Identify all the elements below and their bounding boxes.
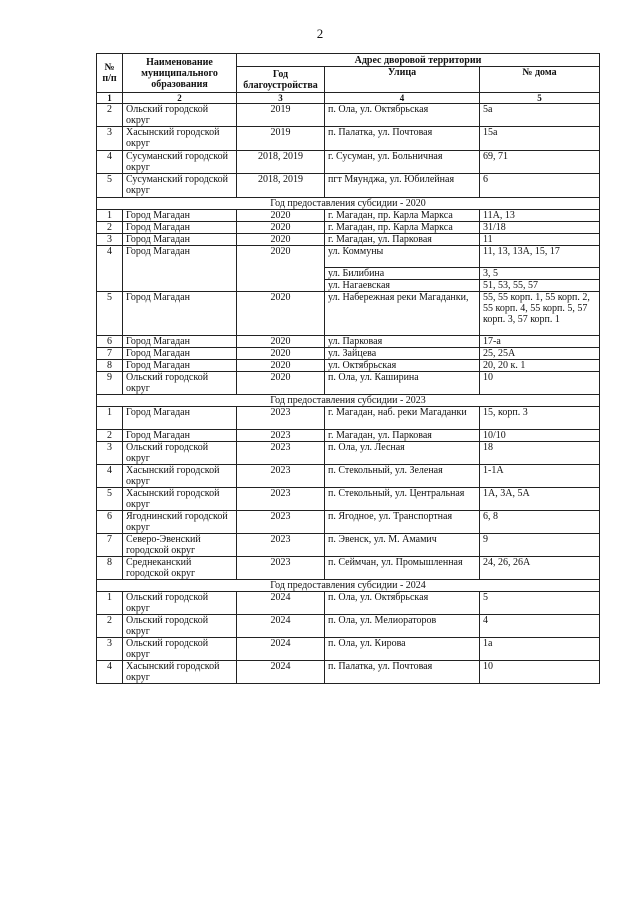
row-number: 5 xyxy=(97,488,123,511)
house-number: 69, 71 xyxy=(480,151,600,174)
table-row xyxy=(97,336,600,348)
improvement-year: 2019 xyxy=(237,104,325,127)
row-number: 1 xyxy=(97,210,123,222)
section-heading: Год предоставления субсидии - 2024 xyxy=(97,580,600,592)
column-index-row xyxy=(97,93,600,104)
municipality-name: Сусуманский городской округ xyxy=(123,174,237,198)
section-heading-row xyxy=(97,198,600,210)
street: пгт Мяунджа, ул. Юбилейная xyxy=(325,174,480,198)
house-number: 15а xyxy=(480,127,600,151)
street: п. Стекольный, ул. Зеленая xyxy=(325,465,480,488)
improvement-year: 2018, 2019 xyxy=(237,174,325,198)
municipality-name: Хасынский городской округ xyxy=(123,127,237,151)
house-number: 6, 8 xyxy=(480,511,600,534)
improvement-year: 2023 xyxy=(237,511,325,534)
municipality-name: Ольский городской округ xyxy=(123,442,237,465)
house-number: 4 xyxy=(480,615,600,638)
row-number: 2 xyxy=(97,222,123,234)
house-number: 15, корп. 3 xyxy=(480,407,600,430)
table-row xyxy=(97,127,600,151)
table-row xyxy=(97,174,600,198)
col-house-header: № дома xyxy=(480,67,600,93)
street: ул. Зайцева xyxy=(325,348,480,360)
row-number: 7 xyxy=(97,348,123,360)
row-number: 4 xyxy=(97,151,123,174)
col-address-header: Адрес дворовой территории xyxy=(237,54,600,67)
row-number: 9 xyxy=(97,372,123,395)
improvement-year: 2020 xyxy=(237,360,325,372)
house-number: 9 xyxy=(480,534,600,557)
section-heading: Год предоставления субсидии - 2020 xyxy=(97,198,600,210)
municipality-name: Ольский городской округ xyxy=(123,104,237,127)
improvement-year: 2020 xyxy=(237,348,325,360)
street: п. Ола, ул. Октябрьская xyxy=(325,592,480,615)
house-number: 5 xyxy=(480,592,600,615)
house-number: 51, 53, 55, 57 xyxy=(480,280,600,292)
table-row xyxy=(97,638,600,661)
table-body xyxy=(97,104,600,684)
row-number: 3 xyxy=(97,127,123,151)
street: ул. Октябрьская xyxy=(325,360,480,372)
col-index: 4 xyxy=(325,93,480,104)
house-number: 10 xyxy=(480,661,600,684)
improvement-year: 2020 xyxy=(237,372,325,395)
street: ул. Парковая xyxy=(325,336,480,348)
municipality-name: Город Магадан xyxy=(123,407,237,430)
municipality-name: Северо-Эвенский городской округ xyxy=(123,534,237,557)
street: п. Ола, ул. Каширина xyxy=(325,372,480,395)
street: г. Магадан, наб. реки Магаданки xyxy=(325,407,480,430)
municipality-name: Город Магадан xyxy=(123,234,237,246)
header-row-1 xyxy=(97,54,600,67)
municipality-name: Среднеканский городской округ xyxy=(123,557,237,580)
municipality-name: Сусуманский городской округ xyxy=(123,151,237,174)
house-number: 1А, 3А, 5А xyxy=(480,488,600,511)
improvement-year: 2024 xyxy=(237,638,325,661)
row-number: 3 xyxy=(97,234,123,246)
improvement-year: 2024 xyxy=(237,661,325,684)
section-heading: Год предоставления субсидии - 2023 xyxy=(97,395,600,407)
row-number: 6 xyxy=(97,511,123,534)
improvement-year: 2023 xyxy=(237,430,325,442)
house-number: 11А, 13 xyxy=(480,210,600,222)
street: г. Магадан, пр. Карла Маркса xyxy=(325,210,480,222)
page-number: 2 xyxy=(316,26,324,41)
table-row xyxy=(97,534,600,557)
improvement-year: 2023 xyxy=(237,557,325,580)
row-number: 3 xyxy=(97,638,123,661)
street: п. Палатка, ул. Почтовая xyxy=(325,661,480,684)
table-row xyxy=(97,222,600,234)
street: ул. Набережная реки Магаданки, xyxy=(325,292,480,336)
address-table xyxy=(96,53,600,684)
table-row xyxy=(97,234,600,246)
street: п. Стекольный, ул. Центральная xyxy=(325,488,480,511)
improvement-year: 2023 xyxy=(237,488,325,511)
municipality-name: Ольский городской округ xyxy=(123,615,237,638)
street: п. Ола, ул. Октябрьская xyxy=(325,104,480,127)
table-row xyxy=(97,360,600,372)
house-number: 17-а xyxy=(480,336,600,348)
municipality-name: Город Магадан xyxy=(123,246,237,292)
row-number: 2 xyxy=(97,104,123,127)
improvement-year: 2020 xyxy=(237,234,325,246)
table-row xyxy=(97,557,600,580)
improvement-year: 2023 xyxy=(237,442,325,465)
table-row xyxy=(97,348,600,360)
row-number: 8 xyxy=(97,360,123,372)
house-number: 1-1А xyxy=(480,465,600,488)
municipality-name: Город Магадан xyxy=(123,336,237,348)
street: п. Палатка, ул. Почтовая xyxy=(325,127,480,151)
table-row xyxy=(97,151,600,174)
municipality-name: Хасынский городской округ xyxy=(123,488,237,511)
improvement-year: 2020 xyxy=(237,222,325,234)
row-number: 8 xyxy=(97,557,123,580)
table-row xyxy=(97,442,600,465)
house-number: 5а xyxy=(480,104,600,127)
row-number: 7 xyxy=(97,534,123,557)
improvement-year: 2020 xyxy=(237,292,325,336)
col-num-header: № п/п xyxy=(97,54,123,93)
house-number: 20, 20 к. 1 xyxy=(480,360,600,372)
improvement-year: 2020 xyxy=(237,210,325,222)
table-row xyxy=(97,615,600,638)
row-number: 1 xyxy=(97,407,123,430)
municipality-name: Город Магадан xyxy=(123,210,237,222)
street: п. Сеймчан, ул. Промышленная xyxy=(325,557,480,580)
street: п. Ола, ул. Кирова xyxy=(325,638,480,661)
street: г. Магадан, ул. Парковая xyxy=(325,430,480,442)
table-row xyxy=(97,430,600,442)
house-number: 3, 5 xyxy=(480,268,600,280)
table-row xyxy=(97,488,600,511)
municipality-name: Город Магадан xyxy=(123,348,237,360)
street: п. Ола, ул. Мелиораторов xyxy=(325,615,480,638)
improvement-year: 2024 xyxy=(237,615,325,638)
table-row xyxy=(97,592,600,615)
municipality-name: Ольский городской округ xyxy=(123,638,237,661)
improvement-year: 2023 xyxy=(237,407,325,430)
section-heading-row xyxy=(97,395,600,407)
street: п. Ягодное, ул. Транспортная xyxy=(325,511,480,534)
house-number: 11, 13, 13А, 15, 17 xyxy=(480,246,600,268)
row-number: 2 xyxy=(97,430,123,442)
house-number: 11 xyxy=(480,234,600,246)
municipality-name: Город Магадан xyxy=(123,430,237,442)
row-number: 2 xyxy=(97,615,123,638)
table-row xyxy=(97,246,600,268)
col-year-header: Год благоустройства xyxy=(237,67,325,93)
table-row xyxy=(97,407,600,430)
street: г. Магадан, ул. Парковая xyxy=(325,234,480,246)
table-row xyxy=(97,465,600,488)
table-row xyxy=(97,210,600,222)
house-number: 10/10 xyxy=(480,430,600,442)
municipality-name: Город Магадан xyxy=(123,222,237,234)
improvement-year: 2023 xyxy=(237,534,325,557)
municipality-name: Хасынский городской округ xyxy=(123,661,237,684)
improvement-year: 2024 xyxy=(237,592,325,615)
col-index: 1 xyxy=(97,93,123,104)
improvement-year: 2018, 2019 xyxy=(237,151,325,174)
municipality-name: Хасынский городской округ xyxy=(123,465,237,488)
house-number: 10 xyxy=(480,372,600,395)
street: ул. Билибина xyxy=(325,268,480,280)
improvement-year: 2020 xyxy=(237,246,325,292)
municipality-name: Ольский городской округ xyxy=(123,372,237,395)
table-row xyxy=(97,292,600,336)
row-number: 1 xyxy=(97,592,123,615)
col-street-header: Улица xyxy=(325,67,480,93)
table-row xyxy=(97,372,600,395)
row-number: 4 xyxy=(97,246,123,292)
municipality-name: Ягоднинский городской округ xyxy=(123,511,237,534)
municipality-name: Город Магадан xyxy=(123,292,237,336)
house-number: 31/18 xyxy=(480,222,600,234)
improvement-year: 2019 xyxy=(237,127,325,151)
house-number: 24, 26, 26А xyxy=(480,557,600,580)
improvement-year: 2020 xyxy=(237,336,325,348)
section-heading-row xyxy=(97,580,600,592)
street: ул. Нагаевская xyxy=(325,280,480,292)
col-index: 3 xyxy=(237,93,325,104)
house-number: 6 xyxy=(480,174,600,198)
municipality-name: Ольский городской округ xyxy=(123,592,237,615)
house-number: 25, 25А xyxy=(480,348,600,360)
row-number: 4 xyxy=(97,661,123,684)
street: г. Сусуман, ул. Больничная xyxy=(325,151,480,174)
street: п. Эвенск, ул. М. Амамич xyxy=(325,534,480,557)
row-number: 5 xyxy=(97,292,123,336)
improvement-year: 2023 xyxy=(237,465,325,488)
col-index: 2 xyxy=(123,93,237,104)
col-name-header: Наименование муниципального образования xyxy=(123,54,237,93)
col-index: 5 xyxy=(480,93,600,104)
street: г. Магадан, пр. Карла Маркса xyxy=(325,222,480,234)
municipality-name: Город Магадан xyxy=(123,360,237,372)
row-number: 5 xyxy=(97,174,123,198)
house-number: 18 xyxy=(480,442,600,465)
street: ул. Коммуны xyxy=(325,246,480,268)
table-row xyxy=(97,104,600,127)
row-number: 6 xyxy=(97,336,123,348)
row-number: 3 xyxy=(97,442,123,465)
house-number: 55, 55 корп. 1, 55 корп. 2, 55 корп. 4, 55 корп. 5, 57 корп. 3, 57 корп. 1 xyxy=(480,292,600,336)
row-number: 4 xyxy=(97,465,123,488)
table-row xyxy=(97,661,600,684)
table-row xyxy=(97,511,600,534)
house-number: 1а xyxy=(480,638,600,661)
street: п. Ола, ул. Лесная xyxy=(325,442,480,465)
